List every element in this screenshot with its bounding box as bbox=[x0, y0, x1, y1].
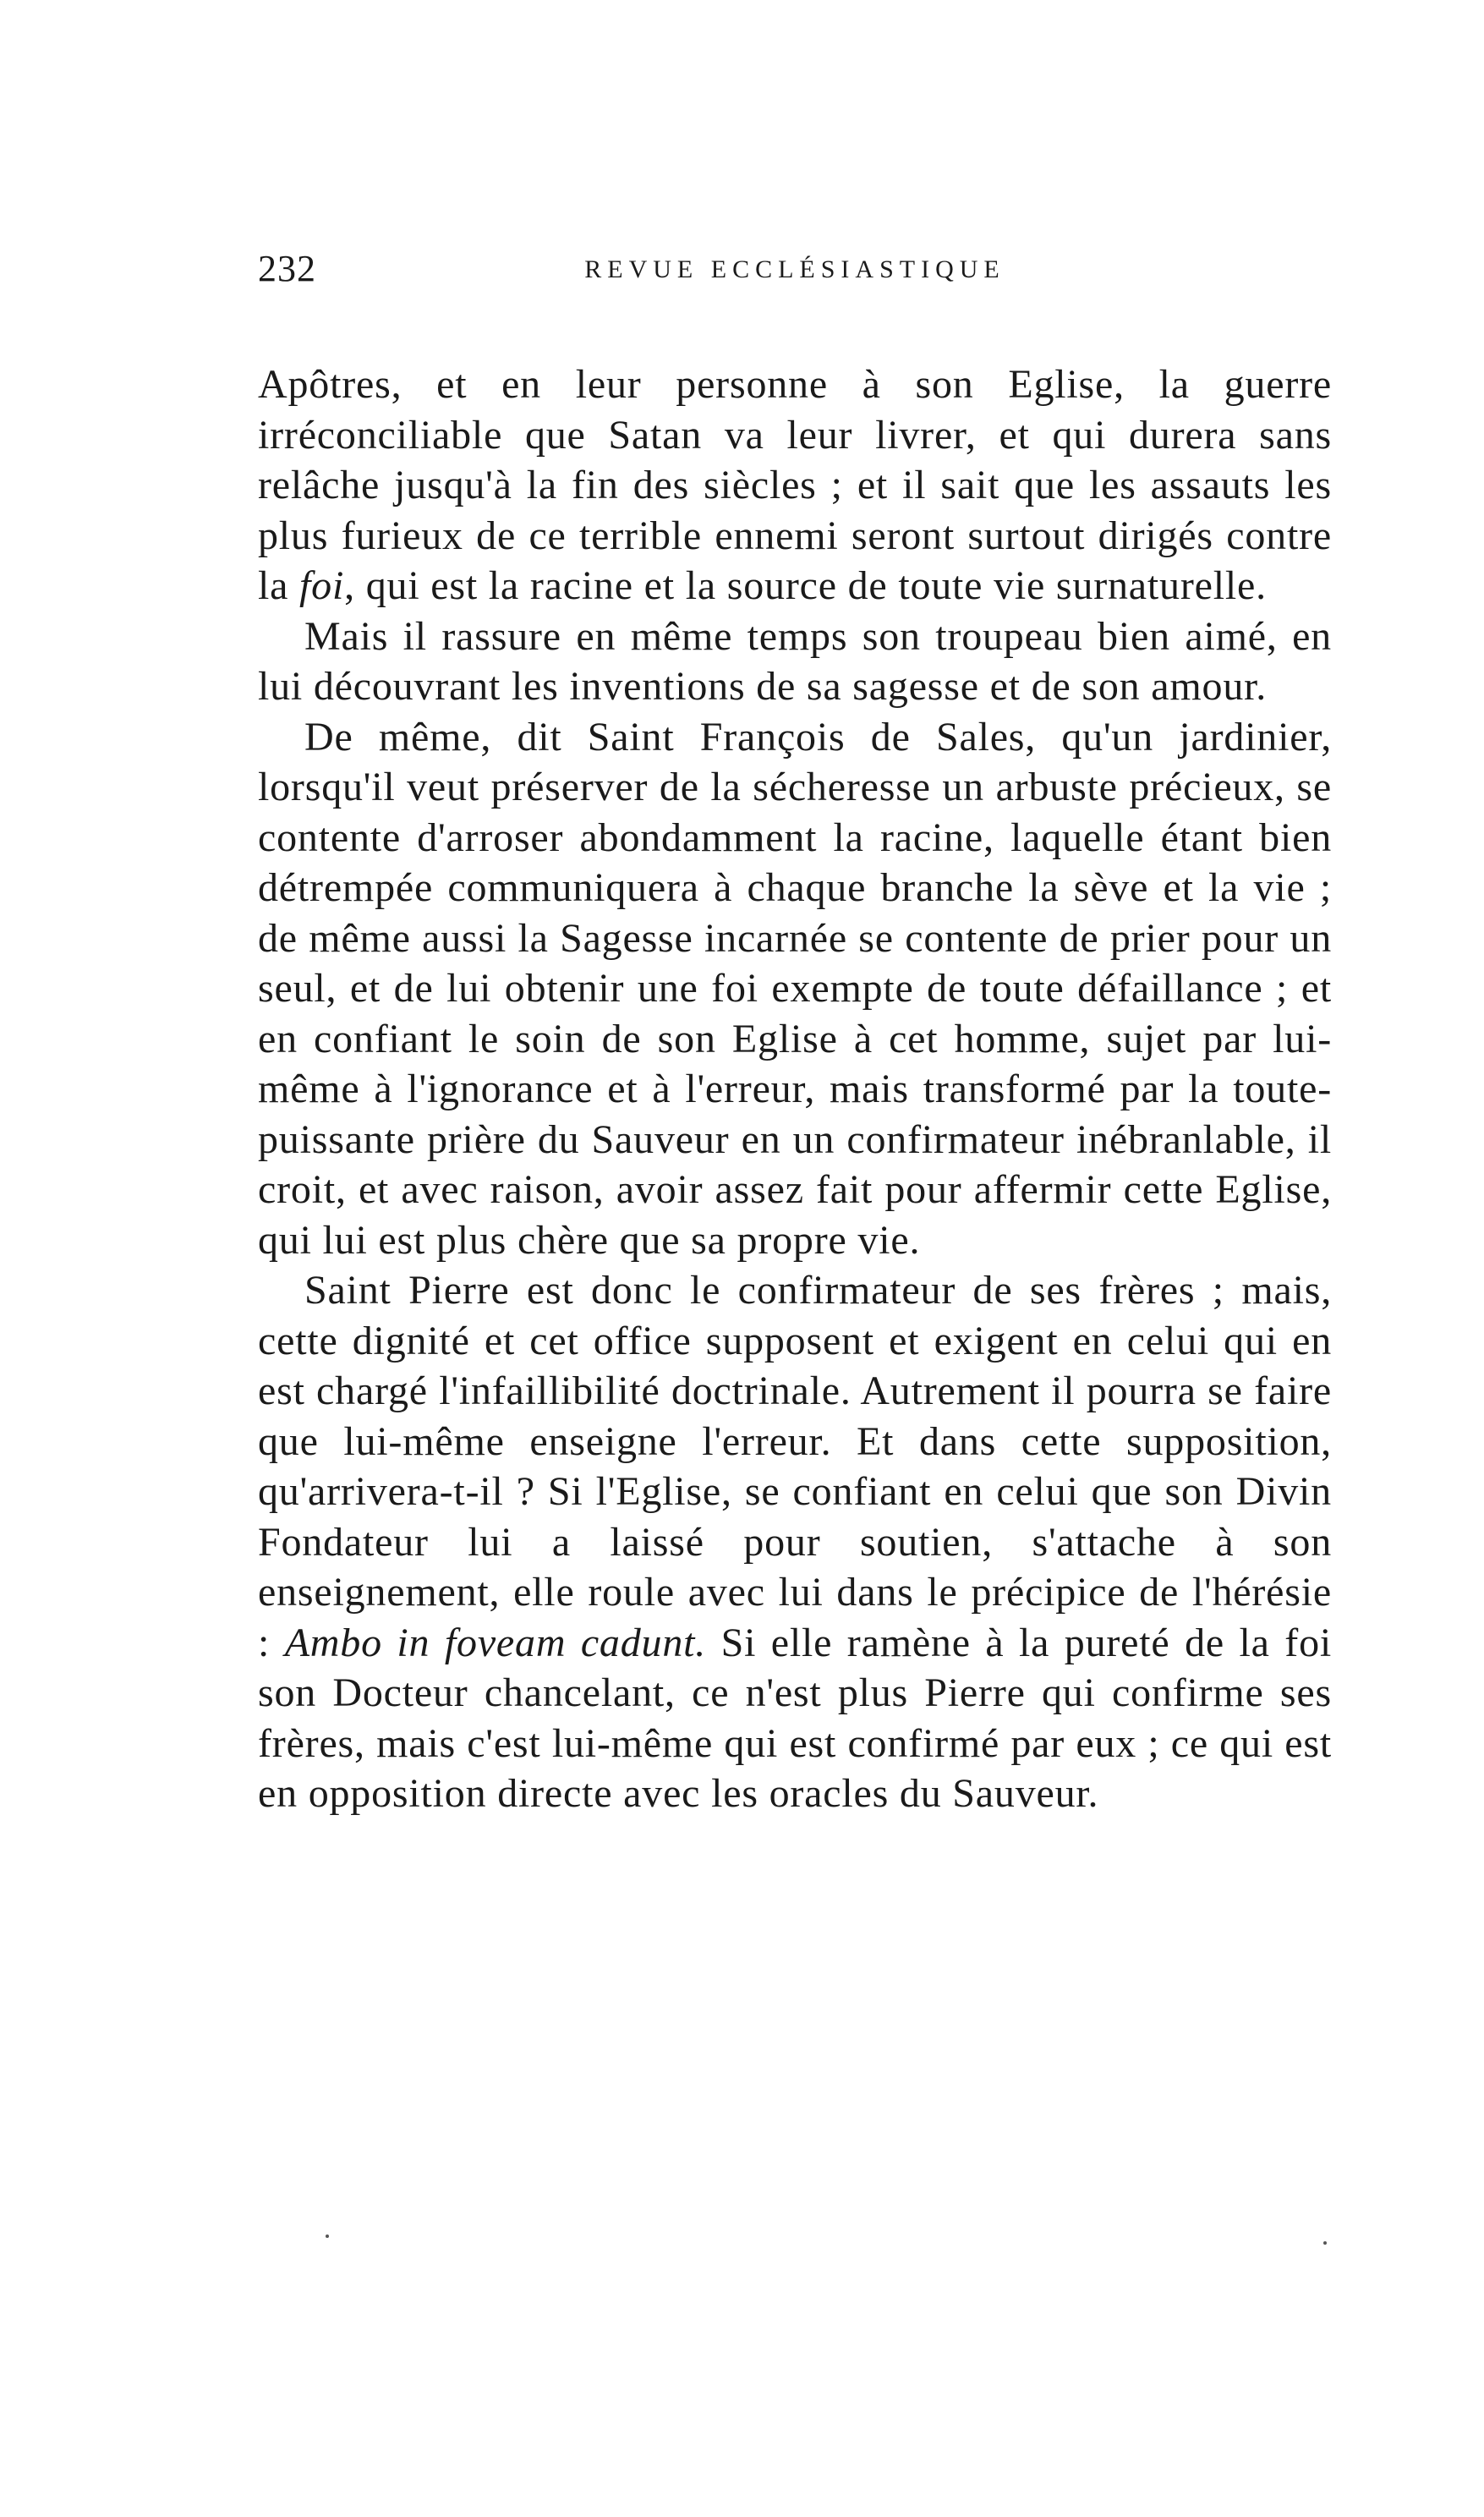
italic-run: Ambo in foveam cadunt. bbox=[284, 1620, 707, 1665]
text-run: Si elle ramène à la pureté de la foi son Docteur chancelant, ce n'est plus Pierre qui confirme ses frères, mais c'est lui-même qui est confirmé par eux ; ce qui est en opposition directe avec les oracles du Sauveur. bbox=[258, 1620, 1333, 1816]
print-speck bbox=[1323, 2241, 1327, 2245]
paragraph-3 bbox=[258, 712, 1332, 1266]
text-run: Apôtres, et en leur personne à son Eglise, la guerre irréconciliable que Satan va leur livrer, et qui durera sans relâche jusqu'à la fin des siècles ; et il sait que les assauts les plus furieux de ce terrible ennemi seront surtout dirigés contre la bbox=[258, 362, 1332, 608]
paragraph-1 bbox=[258, 359, 1332, 611]
paragraph-2 bbox=[258, 611, 1332, 712]
text-run: Mais il rassure en même temps son troupeau bien aimé, en lui découvrant les inventions de sa sagesse et de son amour. bbox=[258, 613, 1332, 709]
text-run: De même, dit Saint François de Sales, qu'un jardinier, lorsqu'il veut préserver de la sécheresse un arbuste précieux, se contente d'arroser abondamment la racine, laquelle étant bien détrempée communiquera à chaque branche la sève et la vie ; de même aussi la Sagesse incarnée se contente de prier pour un seul, et de lui obtenir une foi exempte de toute défaillance ; et en confiant le soin de son Eglise à cet homme, sujet par lui-même à l'ignorance et à l'erreur, mais transformé par la toute-puissante prière du Sauveur en un confirmateur inébranlable, il croit, et avec raison, avoir assez fait pour affermir cette Eglise, qui lui est plus chère que sa propre vie. bbox=[258, 714, 1332, 1263]
running-title: REVUE ECCLÉSIASTIQUE bbox=[584, 255, 1005, 283]
text-run: , qui est la racine et la source de toute vie surnaturelle. bbox=[344, 563, 1267, 608]
page-number: 232 bbox=[258, 248, 316, 289]
text-run: Saint Pierre est donc le confirmateur de ses frères ; mais, cette dignité et cet office supposent et exigent en celui qui en est chargé l'infaillibilité doctrinale. Autrement il pourra se faire que lui-même enseigne l'erreur. Et dans cette supposition, qu'arrivera-t-il ? Si l'Eglise, se confiant en celui que son Divin Fondateur lui a laissé pour soutien, s'attache à son enseignement, elle roule avec lui dans le précipice de l'hérésie : bbox=[258, 1268, 1332, 1665]
body-text bbox=[258, 359, 1332, 1819]
italic-run: foi bbox=[299, 563, 345, 608]
page-header bbox=[258, 247, 1332, 298]
print-speck bbox=[326, 2235, 329, 2238]
paragraph-4 bbox=[258, 1265, 1332, 1819]
